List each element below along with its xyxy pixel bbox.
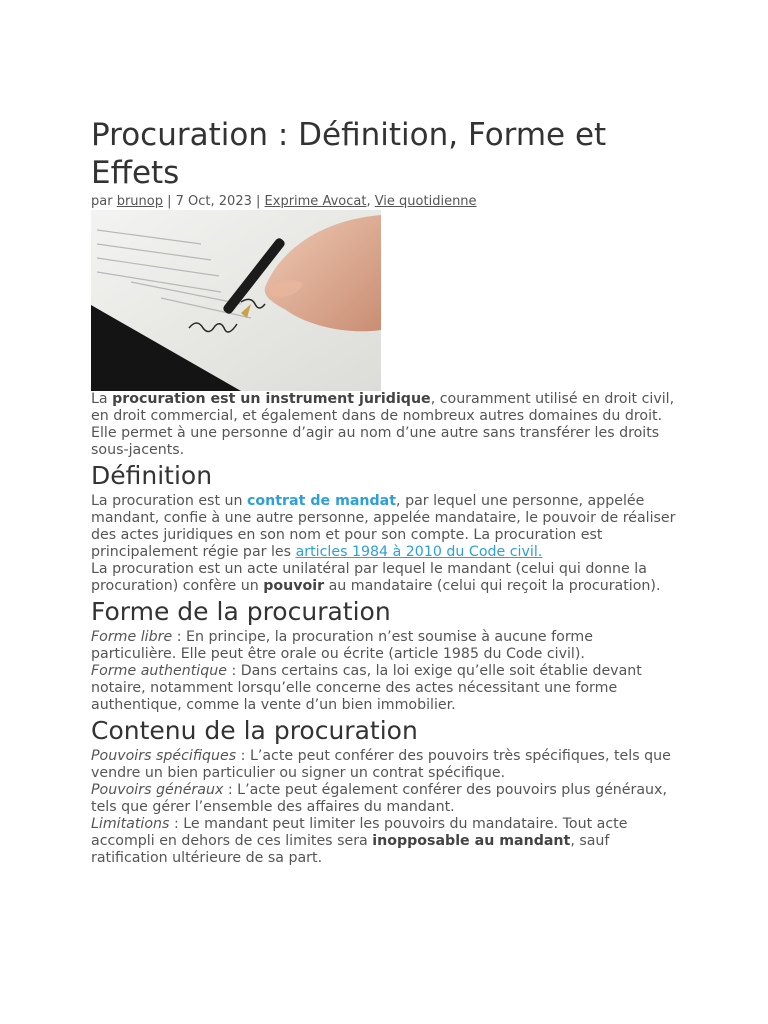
page-title: Procuration : Définition, Forme et Effets: [91, 117, 607, 191]
category-link-exprime-avocat[interactable]: Exprime Avocat: [264, 194, 367, 209]
meta-by: par: [91, 194, 117, 209]
forme-authentique-paragraph: Forme authentique : Dans certains cas, la loi exige qu’elle soit établie devant notaire, notamment lorsqu’elle concerne des actes nécessitant une forme authentique, comme la vente d’un bien immobilier.: [91, 663, 642, 713]
contrat-de-mandat-highlight: contrat de mandat: [247, 493, 397, 509]
definition-paragraph-2: La procuration est un acte unilatéral par lequel le mandant (celui qui donne la procuration) confère un pouvoir au mandataire (celui qui reçoit la procuration).: [91, 561, 661, 594]
meta-separator: |: [162, 194, 176, 209]
pouvoirs-generaux-paragraph: Pouvoirs généraux : L’acte peut également conférer des pouvoirs plus généraux, tels que gérer l’ensemble des affaires du mandant.: [91, 782, 667, 815]
limitations-paragraph: Limitations : Le mandant peut limiter les pouvoirs du mandataire. Tout acte accompli en dehors de ces limites sera inopposable au mandant, sauf ratification ultérieure de sa part.: [91, 816, 628, 866]
post-meta: [91, 193, 679, 210]
article: [91, 116, 679, 867]
intro-paragraph: La procuration est un instrument juridique, couramment utilisé en droit civil, en droit commercial, et également dans de nombreux autres domaines du droit. Elle permet à une personne d’agir au nom d’une autre sans transférer les droits sous-jacents.: [91, 391, 675, 458]
section-heading-forme: Forme de la procuration: [91, 597, 391, 626]
section-heading-contenu: Contenu de la procuration: [91, 716, 418, 745]
meta-separator: |: [251, 194, 265, 209]
code-civil-articles-link[interactable]: articles 1984 à 2010 du Code civil.: [295, 544, 543, 560]
section-heading-definition: Définition: [91, 461, 213, 490]
definition-paragraph: La procuration est un contrat de mandat, par lequel une personne, appelée mandant, confie à une autre personne, appelée mandataire, le pouvoir de réaliser des actes juridiques en son nom et pour son compte. La procuration est principalement régie par les articles 1984 à 2010 du Code civil.: [91, 493, 676, 560]
forme-libre-paragraph: Forme libre : En principe, la procuration n’est soumise à aucune forme particulière. Elle peut être orale ou écrite (article 1985 du Code civil).: [91, 629, 593, 662]
hero-image-signing-document: [91, 210, 381, 391]
pouvoirs-specifiques-paragraph: Pouvoirs spécifiques : L’acte peut conférer des pouvoirs très spécifiques, tels que vendre un bien particulier ou signer un contrat spécifique.: [91, 748, 671, 781]
post-date: 7 Oct, 2023: [175, 194, 252, 209]
author-link[interactable]: brunop: [116, 194, 163, 209]
meta-comma: ,: [366, 194, 375, 209]
category-link-vie-quotidienne[interactable]: Vie quotidienne: [374, 194, 477, 209]
